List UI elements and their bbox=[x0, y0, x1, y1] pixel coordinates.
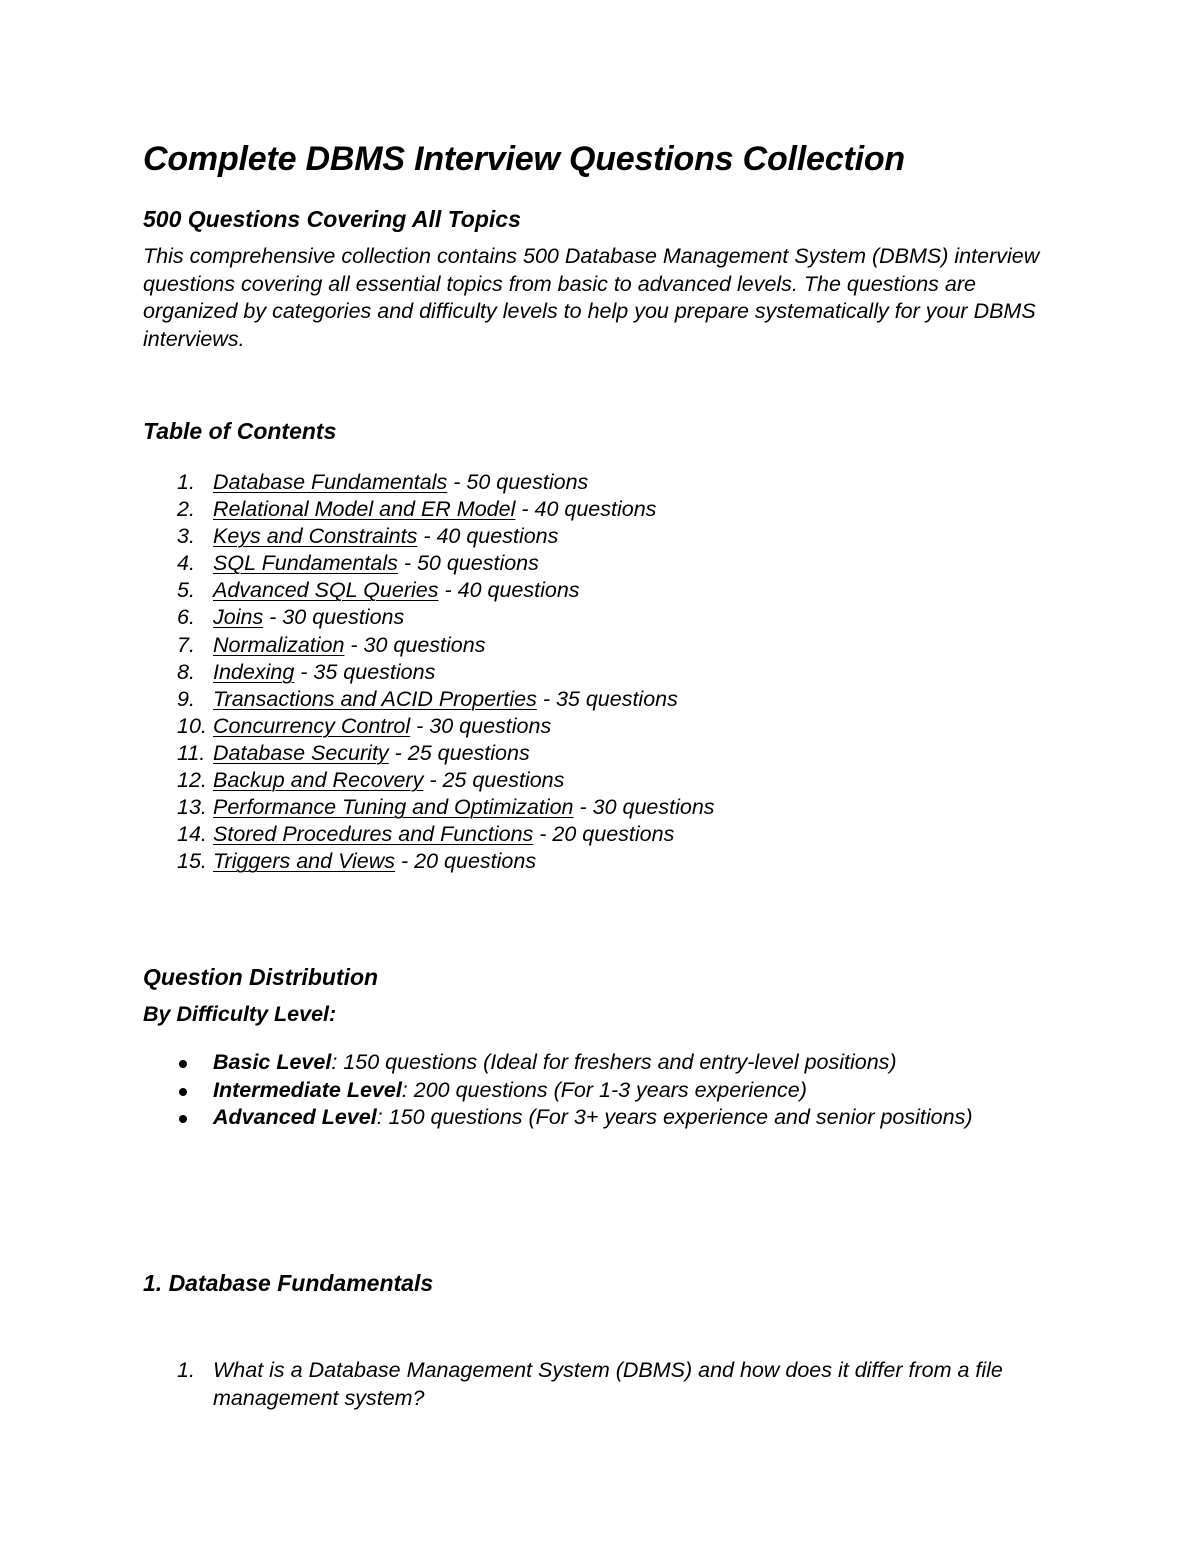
difficulty-label: Advanced Level bbox=[213, 1105, 377, 1130]
toc-item-count: - 50 questions bbox=[447, 470, 589, 494]
toc-item-count: - 35 questions bbox=[294, 659, 436, 684]
toc-item-count: - 25 questions bbox=[423, 768, 565, 793]
toc-item-number: 4. bbox=[177, 551, 195, 576]
toc-link-database-fundamentals[interactable]: Database Fundamentals bbox=[213, 470, 448, 494]
difficulty-description: : 150 questions (For 3+ years experience and senior positions) bbox=[376, 1105, 973, 1130]
toc-link-keys-constraints[interactable]: Keys and Constraints bbox=[213, 524, 418, 549]
toc-heading: Table of Contents bbox=[143, 418, 337, 444]
toc-item-number: 9. bbox=[177, 686, 195, 711]
toc-link-database-security[interactable]: Database Security bbox=[213, 740, 389, 765]
question-number: 1. bbox=[177, 1358, 195, 1382]
toc-item-count: - 35 questions bbox=[536, 686, 678, 711]
toc-item bbox=[177, 686, 715, 713]
toc-item-number: 12. bbox=[177, 768, 207, 793]
toc-item-count: - 40 questions bbox=[417, 524, 559, 549]
toc-link-concurrency-control[interactable]: Concurrency Control bbox=[213, 713, 411, 738]
toc-item-number: 1. bbox=[177, 470, 195, 494]
toc-item bbox=[177, 821, 715, 848]
toc-item-number: 13. bbox=[177, 795, 207, 820]
toc-item bbox=[177, 632, 715, 659]
bullet-icon bbox=[179, 1115, 187, 1123]
toc-item bbox=[177, 604, 715, 631]
toc-item-count: - 30 questions bbox=[263, 605, 405, 630]
toc-item-number: 2. bbox=[177, 497, 195, 522]
toc-item-number: 6. bbox=[177, 605, 195, 630]
toc-link-indexing[interactable]: Indexing bbox=[213, 659, 295, 684]
toc-link-triggers-views[interactable]: Triggers and Views bbox=[213, 849, 396, 874]
question-item bbox=[177, 1357, 1057, 1412]
toc-item-count: - 20 questions bbox=[533, 822, 675, 847]
toc-item bbox=[177, 577, 715, 604]
toc-link-performance-tuning[interactable]: Performance Tuning and Optimization bbox=[213, 795, 574, 820]
difficulty-subheading: By Difficulty Level: bbox=[143, 1002, 337, 1026]
document-title: Complete DBMS Interview Questions Collection bbox=[143, 140, 905, 178]
toc-link-transactions-acid[interactable]: Transactions and ACID Properties bbox=[213, 686, 537, 711]
toc-item-count: - 50 questions bbox=[397, 551, 539, 576]
question-text: What is a Database Management System (DBMS) and how does it differ from a file management system? bbox=[213, 1358, 1003, 1410]
toc-item-number: 3. bbox=[177, 524, 195, 549]
toc-item-count: - 20 questions bbox=[395, 849, 537, 874]
toc-item-number: 15. bbox=[177, 849, 207, 874]
difficulty-list bbox=[177, 1049, 972, 1132]
difficulty-label: Intermediate Level bbox=[213, 1077, 402, 1102]
toc-item-count: - 40 questions bbox=[515, 497, 657, 522]
difficulty-item-intermediate bbox=[177, 1077, 972, 1105]
toc-item bbox=[177, 523, 715, 550]
toc-item bbox=[177, 740, 715, 767]
toc-item bbox=[177, 794, 715, 821]
toc-item bbox=[177, 550, 715, 577]
toc-item-count: - 25 questions bbox=[388, 740, 530, 765]
toc-item-count: - 30 questions bbox=[410, 713, 552, 738]
toc-link-joins[interactable]: Joins bbox=[213, 605, 264, 630]
toc-item bbox=[177, 848, 715, 875]
difficulty-label: Basic Level bbox=[213, 1050, 332, 1074]
intro-paragraph: This comprehensive collection contains 500 Database Management System (DBMS) interview questions covering all essential topics from basic to advanced levels. The questions are organized by categories and difficulty levels to help you prepare systematically for your DBMS interviews. bbox=[143, 244, 1040, 351]
table-of-contents bbox=[177, 469, 715, 875]
section-heading-database-fundamentals: 1. Database Fundamentals bbox=[143, 1270, 434, 1296]
toc-item bbox=[177, 469, 715, 496]
bullet-icon bbox=[179, 1088, 187, 1096]
difficulty-description: : 200 questions (For 1-3 years experience) bbox=[401, 1077, 807, 1102]
difficulty-description: : 150 questions (Ideal for freshers and entry-level positions) bbox=[331, 1050, 897, 1074]
question-list bbox=[177, 1357, 1057, 1412]
distribution-heading: Question Distribution bbox=[143, 964, 379, 990]
toc-item-number: 10. bbox=[177, 713, 207, 738]
toc-link-normalization[interactable]: Normalization bbox=[213, 632, 345, 657]
toc-item bbox=[177, 767, 715, 794]
toc-link-sql-fundamentals[interactable]: SQL Fundamentals bbox=[213, 551, 398, 576]
toc-item bbox=[177, 713, 715, 740]
toc-link-backup-recovery[interactable]: Backup and Recovery bbox=[213, 768, 424, 793]
toc-item-number: 11. bbox=[177, 740, 206, 765]
bullet-icon bbox=[179, 1060, 187, 1068]
toc-item-count: - 40 questions bbox=[438, 578, 580, 603]
toc-item-count: - 30 questions bbox=[344, 632, 486, 657]
difficulty-item-basic bbox=[177, 1049, 972, 1077]
toc-link-advanced-sql[interactable]: Advanced SQL Queries bbox=[213, 578, 439, 603]
document-subtitle: 500 Questions Covering All Topics bbox=[143, 206, 521, 232]
toc-link-relational-model[interactable]: Relational Model and ER Model bbox=[213, 497, 516, 522]
toc-item-number: 8. bbox=[177, 659, 195, 684]
toc-item bbox=[177, 496, 715, 523]
toc-link-stored-procedures[interactable]: Stored Procedures and Functions bbox=[213, 822, 534, 847]
toc-item-number: 5. bbox=[177, 578, 195, 603]
toc-item-number: 14. bbox=[177, 822, 207, 847]
difficulty-item-advanced bbox=[177, 1104, 972, 1132]
toc-item-number: 7. bbox=[177, 632, 195, 657]
toc-item-count: - 30 questions bbox=[573, 795, 715, 820]
toc-item bbox=[177, 659, 715, 686]
